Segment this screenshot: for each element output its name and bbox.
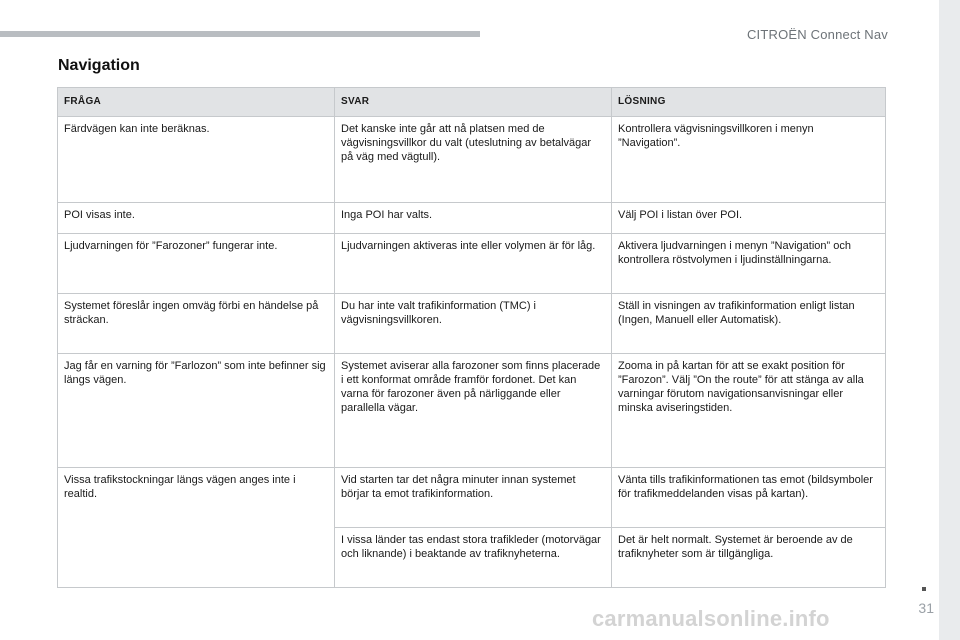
column-header-answer: SVAR [335,88,612,117]
solution-cell: Välj POI i listan över POI. [612,203,886,234]
manual-title: CITROËN Connect Nav [746,27,888,42]
question-cell: POI visas inte. [58,203,335,234]
answer-cell: Inga POI har valts. [335,203,612,234]
question-cell: Vissa trafikstockningar längs vägen anges inte i realtid. [58,468,335,588]
answer-cell: Vid starten tar det några minuter innan systemet börjar ta emot trafikinformation. [335,468,612,528]
solution-cell: Det är helt normalt. Systemet är beroende av de trafiknyheter som är tillgängliga. [612,528,886,588]
solution-cell: Vänta tills trafikinformationen tas emot (bildsymboler för trafikmeddelanden visas på kartan). [612,468,886,528]
answer-cell: Det kanske inte går att nå platsen med de vägvisningsvillkor du valt (uteslutning av betalvägar på väg med vägtull). [335,117,612,203]
watermark-text: carmanualsonline.info [592,606,830,631]
page-title: Navigation [58,57,140,74]
table-row [58,117,886,203]
solution-cell: Kontrollera vägvisningsvillkoren i menyn ”Navigation”. [612,117,886,203]
table-row [58,234,886,294]
answer-cell: Du har inte valt trafikinformation (TMC) i vägvisningsvillkoren. [335,294,612,354]
column-header-solution: LÖSNING [612,88,886,117]
troubleshooting-table [57,87,886,588]
table-header-row [58,88,886,117]
header-rule [0,31,480,37]
column-header-question: FRÅGA [58,88,335,117]
solution-cell: Zooma in på kartan för att se exakt position för ”Farozon”. Välj ”On the route” för att stänga av alla varningar förutom navigationsanvisningar eller minska aviseringstiden. [612,354,886,468]
table-row [58,294,886,354]
table-row [58,203,886,234]
table-row [58,468,886,528]
page-edge-strip [939,0,960,640]
question-cell: Färdvägen kan inte beräknas. [58,117,335,203]
table-row [58,354,886,468]
question-cell: Systemet föreslår ingen omväg förbi en händelse på sträckan. [58,294,335,354]
page-marker-dot [922,587,926,591]
question-cell: Jag får en varning för ”Farlozon” som inte befinner sig längs vägen. [58,354,335,468]
question-cell: Ljudvarningen för ”Farozoner” fungerar inte. [58,234,335,294]
solution-cell: Ställ in visningen av trafikinformation enligt listan (Ingen, Manuell eller Automatisk). [612,294,886,354]
answer-cell: Ljudvarningen aktiveras inte eller volymen är för låg. [335,234,612,294]
answer-cell: Systemet aviserar alla farozoner som finns placerade i ett konformat område framför fordonet. Det kan varna för farozoner även på närliggande eller parallella vägar. [335,354,612,468]
page-number: 31 [918,600,934,616]
answer-cell: I vissa länder tas endast stora trafikleder (motorvägar och liknande) i beaktande av trafiknyheterna. [335,528,612,588]
solution-cell: Aktivera ljudvarningen i menyn ”Navigation” och kontrollera röstvolymen i ljudinställningarna. [612,234,886,294]
